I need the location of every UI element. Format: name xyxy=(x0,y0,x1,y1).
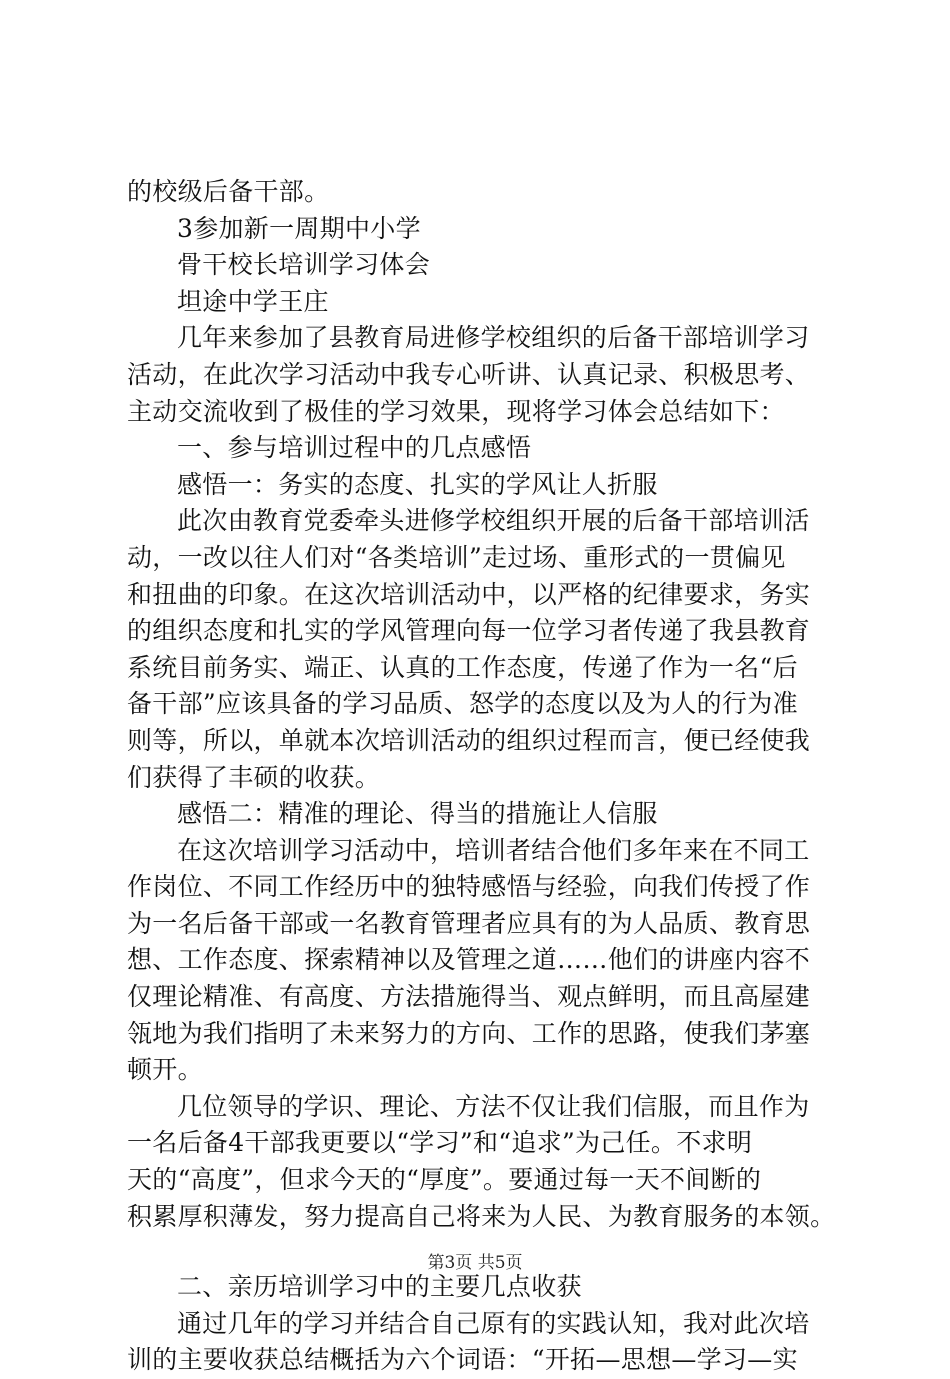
text-line: 积累厚积薄发，努力提高自己将来为人民、为教育服务的本领。 xyxy=(127,1201,836,1231)
text-line: 骨干校长培训学习体会 xyxy=(177,250,431,280)
text-line: 天的“高度”，但求今天的“厚度”。要通过每一天不间断的 xyxy=(127,1165,762,1195)
text-line: 和扭曲的印象。在这次培训活动中，以严格的纪律要求，务实 xyxy=(127,579,811,609)
text-line: 的组织态度和扎实的学风管理向每一位学习者传递了我县教育 xyxy=(127,616,811,646)
text-line: 训的主要收获总结概括为六个词语：“开拓—思想—学习—实 xyxy=(127,1345,798,1375)
page-footer: 第3页 共5页 xyxy=(427,1253,523,1273)
text-line: 3参加新一周期中小学 xyxy=(177,213,421,243)
text-line: 顿开。 xyxy=(127,1055,203,1085)
text-line: 感悟二：精准的理论、得当的措施让人信服 xyxy=(177,799,658,829)
text-line: 为一名后备干部或一名教育管理者应具有的为人品质、教育思 xyxy=(127,908,811,938)
text-line: 几年来参加了县教育局进修学校组织的后备干部培训学习 xyxy=(177,323,810,353)
text-line: 此次由教育党委牵头进修学校组织开展的后备干部培训活 xyxy=(177,506,810,536)
text-line: 坦途中学王庄 xyxy=(177,286,329,316)
text-line: 系统目前务实、端正、认真的工作态度，传递了作为一名“后 xyxy=(127,652,798,682)
text-line: 二、亲历培训学习中的主要几点收获 xyxy=(177,1272,582,1302)
text-line: 则等，所以，单就本次培训活动的组织过程而言，便已经使我 xyxy=(127,725,811,755)
text-line: 瓴地为我们指明了未来努力的方向、工作的思路，使我们茅塞 xyxy=(127,1018,811,1048)
text-line: 备干部”应该具备的学习品质、怒学的态度以及为人的行为准 xyxy=(127,689,798,719)
text-line: 想、工作态度、探索精神以及管理之道……他们的讲座内容不 xyxy=(127,945,811,975)
text-line: 感悟一：务实的态度、扎实的学风让人折服 xyxy=(177,469,658,499)
text-line: 动，一改以往人们对“各类培训”走过场、重形式的一贯偏见 xyxy=(127,542,786,572)
text-line: 一、参与培训过程中的几点感悟 xyxy=(177,433,532,463)
text-line: 在这次培训学习活动中，培训者结合他们多年来在不同工 xyxy=(177,835,810,865)
document-body xyxy=(127,174,851,1379)
text-line: 一名后备4干部我更要以“学习”和“追求”为己任。不求明 xyxy=(127,1128,753,1158)
text-line: 们获得了丰硕的收获。 xyxy=(127,762,381,792)
text-line: 的校级后备干部。 xyxy=(127,177,330,206)
text-line: 仅理论精准、有高度、方法措施得当、观点鲜明，而且高屋建 xyxy=(127,982,811,1012)
text-line: 活动，在此次学习活动中我专心听讲、认真记录、积极思考、 xyxy=(127,359,811,389)
text-line: 通过几年的学习并结合自己原有的实践认知，我对此次培 xyxy=(177,1308,810,1338)
text-line: 主动交流收到了极佳的学习效果，现将学习体会总结如下： xyxy=(127,396,785,426)
text-line: 作岗位、不同工作经历中的独特感悟与经验，向我们传授了作 xyxy=(127,872,811,902)
text-line: 几位领导的学识、理论、方法不仅让我们信服，而且作为 xyxy=(177,1091,810,1121)
